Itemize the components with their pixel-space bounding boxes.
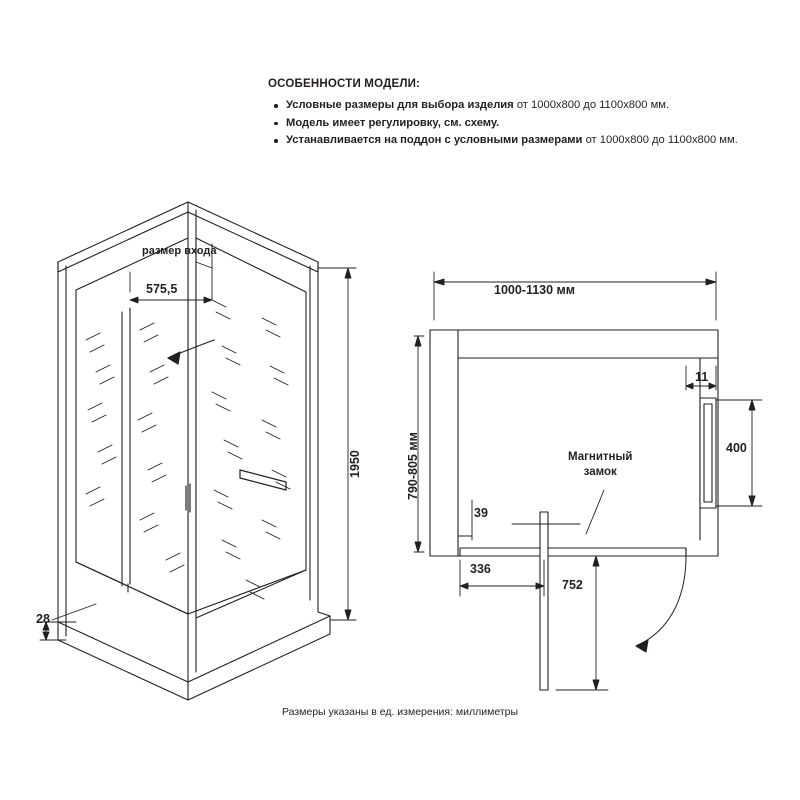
- dimension-39-value: 39: [474, 506, 488, 520]
- magnet-lock-line1: Магнитный: [568, 451, 633, 463]
- cabin-height-value: 1950: [348, 450, 362, 478]
- cabin-glass-right: [196, 238, 306, 618]
- magnet-lock-leader: [586, 490, 604, 534]
- dimension-752: [556, 556, 608, 690]
- dimension-400-value: 400: [726, 441, 747, 455]
- plan-width-value: 1000-1130 мм: [494, 283, 576, 297]
- entry-width-value: 575,5: [146, 282, 178, 296]
- plan-depth-value: 790-805 мм: [406, 432, 420, 500]
- feature-text: Модель имеет регулировку, см. схему.: [286, 116, 500, 129]
- magnet-lock-line2: замок: [583, 466, 617, 478]
- units-footnote: Размеры указаны в ед. измерения: миллиметры: [281, 706, 519, 718]
- feature-text-light: от 1000х800 до 1100х800 мм.: [585, 134, 738, 146]
- entry-size-label: размер входа: [142, 245, 217, 257]
- features-title: ОСОБЕННОСТИ МОДЕЛИ:: [268, 78, 421, 90]
- feature-text: Устанавливается на поддон с условными размерами: [286, 134, 586, 146]
- feature-text-light: от 1000х800 до 1100х800 мм.: [516, 99, 670, 111]
- dimension-39: [458, 500, 472, 540]
- magnet-lock-label: [568, 450, 632, 480]
- dimension-11-value: 11: [695, 370, 709, 384]
- dimension-336-value: 336: [470, 562, 491, 576]
- cabin-height-dimension: [318, 268, 356, 620]
- feature-text: Условные размеры для выбора изделия: [286, 99, 517, 111]
- base-height-value: 28: [36, 612, 50, 626]
- dimension-752-value: 752: [562, 578, 583, 592]
